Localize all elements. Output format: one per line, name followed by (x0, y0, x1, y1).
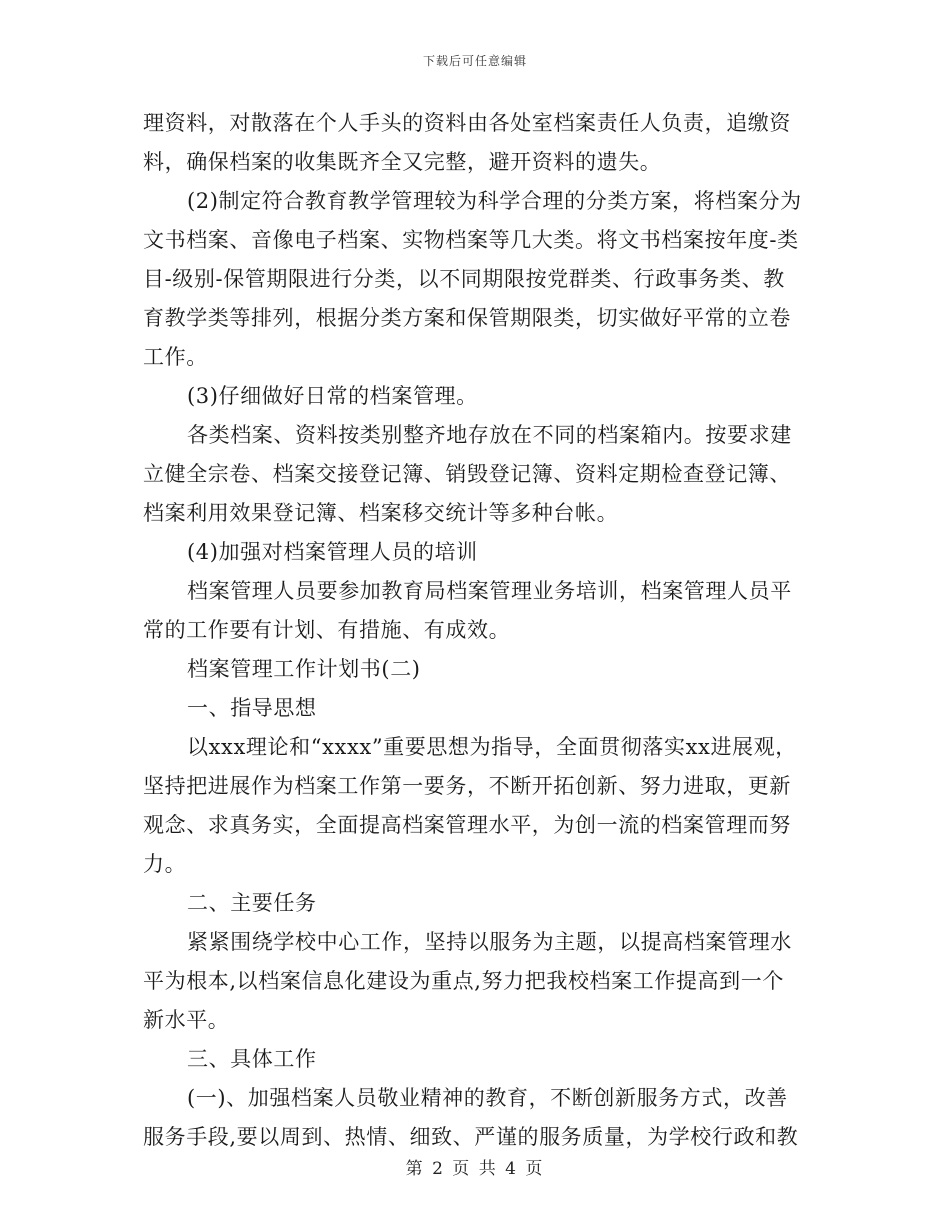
text-line: 各类档案、资料按类别整齐地存放在不同的档案箱内。按要求建 (187, 423, 792, 447)
text-line: 理资料，对散落在个人手头的资料由各处室档案责任人负责，追缴资 (143, 111, 791, 135)
text-line: 档案利用效果登记簿、档案移交统计等多种台帐。 (143, 501, 619, 525)
text-line: (3)仔细做好日常的档案管理。 (187, 384, 478, 408)
text-line: 育教学类等排列，根据分类方案和保管期限类，切实做好平常的立卷 (143, 306, 791, 330)
text-line: 一、指导思想 (187, 696, 317, 720)
text-line: 紧紧围绕学校中心工作，坚持以服务为主题，以提高档案管理水 (187, 930, 792, 954)
text-line: 二、主要任务 (187, 891, 317, 915)
text-line: 目-级别-保管期限进行分类，以不同期限按党群类、行政事务类、教 (143, 267, 785, 291)
text-line: 料，确保档案的收集既齐全又完整，避开资料的遗失。 (143, 150, 662, 174)
document-body (143, 104, 813, 1157)
text-line: (2)制定符合教育教学管理较为科学合理的分类方案，将档案分为 (187, 189, 802, 213)
text-line: 立健全宗卷、档案交接登记簿、销毁登记簿、资料定期检查登记簿、 (143, 462, 791, 486)
page-header: 下载后可任意编辑 (422, 54, 527, 68)
text-line: 以xxx理论和“xxxx”重要思想为指导，全面贯彻落实xx进展观， (187, 735, 797, 759)
text-line: 三、具体工作 (187, 1047, 317, 1071)
page-number-footer: 第 2 页 共 4 页 (405, 1159, 545, 1179)
text-line: 文书档案、音像电子档案、实物档案等几大类。将文书档案按年度-类 (143, 228, 799, 252)
text-line: (4)加强对档案管理人员的培训 (187, 540, 478, 564)
text-line: (一)、加强档案人员敬业精神的教育，不断创新服务方式，改善 (187, 1086, 788, 1110)
text-line: 坚持把进展作为档案工作第一要务，不断开拓创新、努力进取，更新 (143, 774, 791, 798)
text-line: 新水平。 (143, 1008, 230, 1032)
text-line: 平为根本,以档案信息化建设为重点,努力把我校档案工作提高到一个 (143, 969, 784, 993)
text-line: 力。 (143, 852, 187, 876)
text-line: 常的工作要有计划、有措施、有成效。 (143, 618, 511, 642)
text-line: 工作。 (143, 345, 208, 369)
text-line: 档案管理工作计划书(二) (187, 657, 421, 681)
text-line: 观念、求真务实，全面提高档案管理水平，为创一流的档案管理而努 (143, 813, 791, 837)
text-line: 档案管理人员要参加教育局档案管理业务培训，档案管理人员平 (187, 579, 792, 603)
text-line: 服务手段,要以周到、热情、细致、严谨的服务质量，为学校行政和教 (143, 1125, 799, 1149)
